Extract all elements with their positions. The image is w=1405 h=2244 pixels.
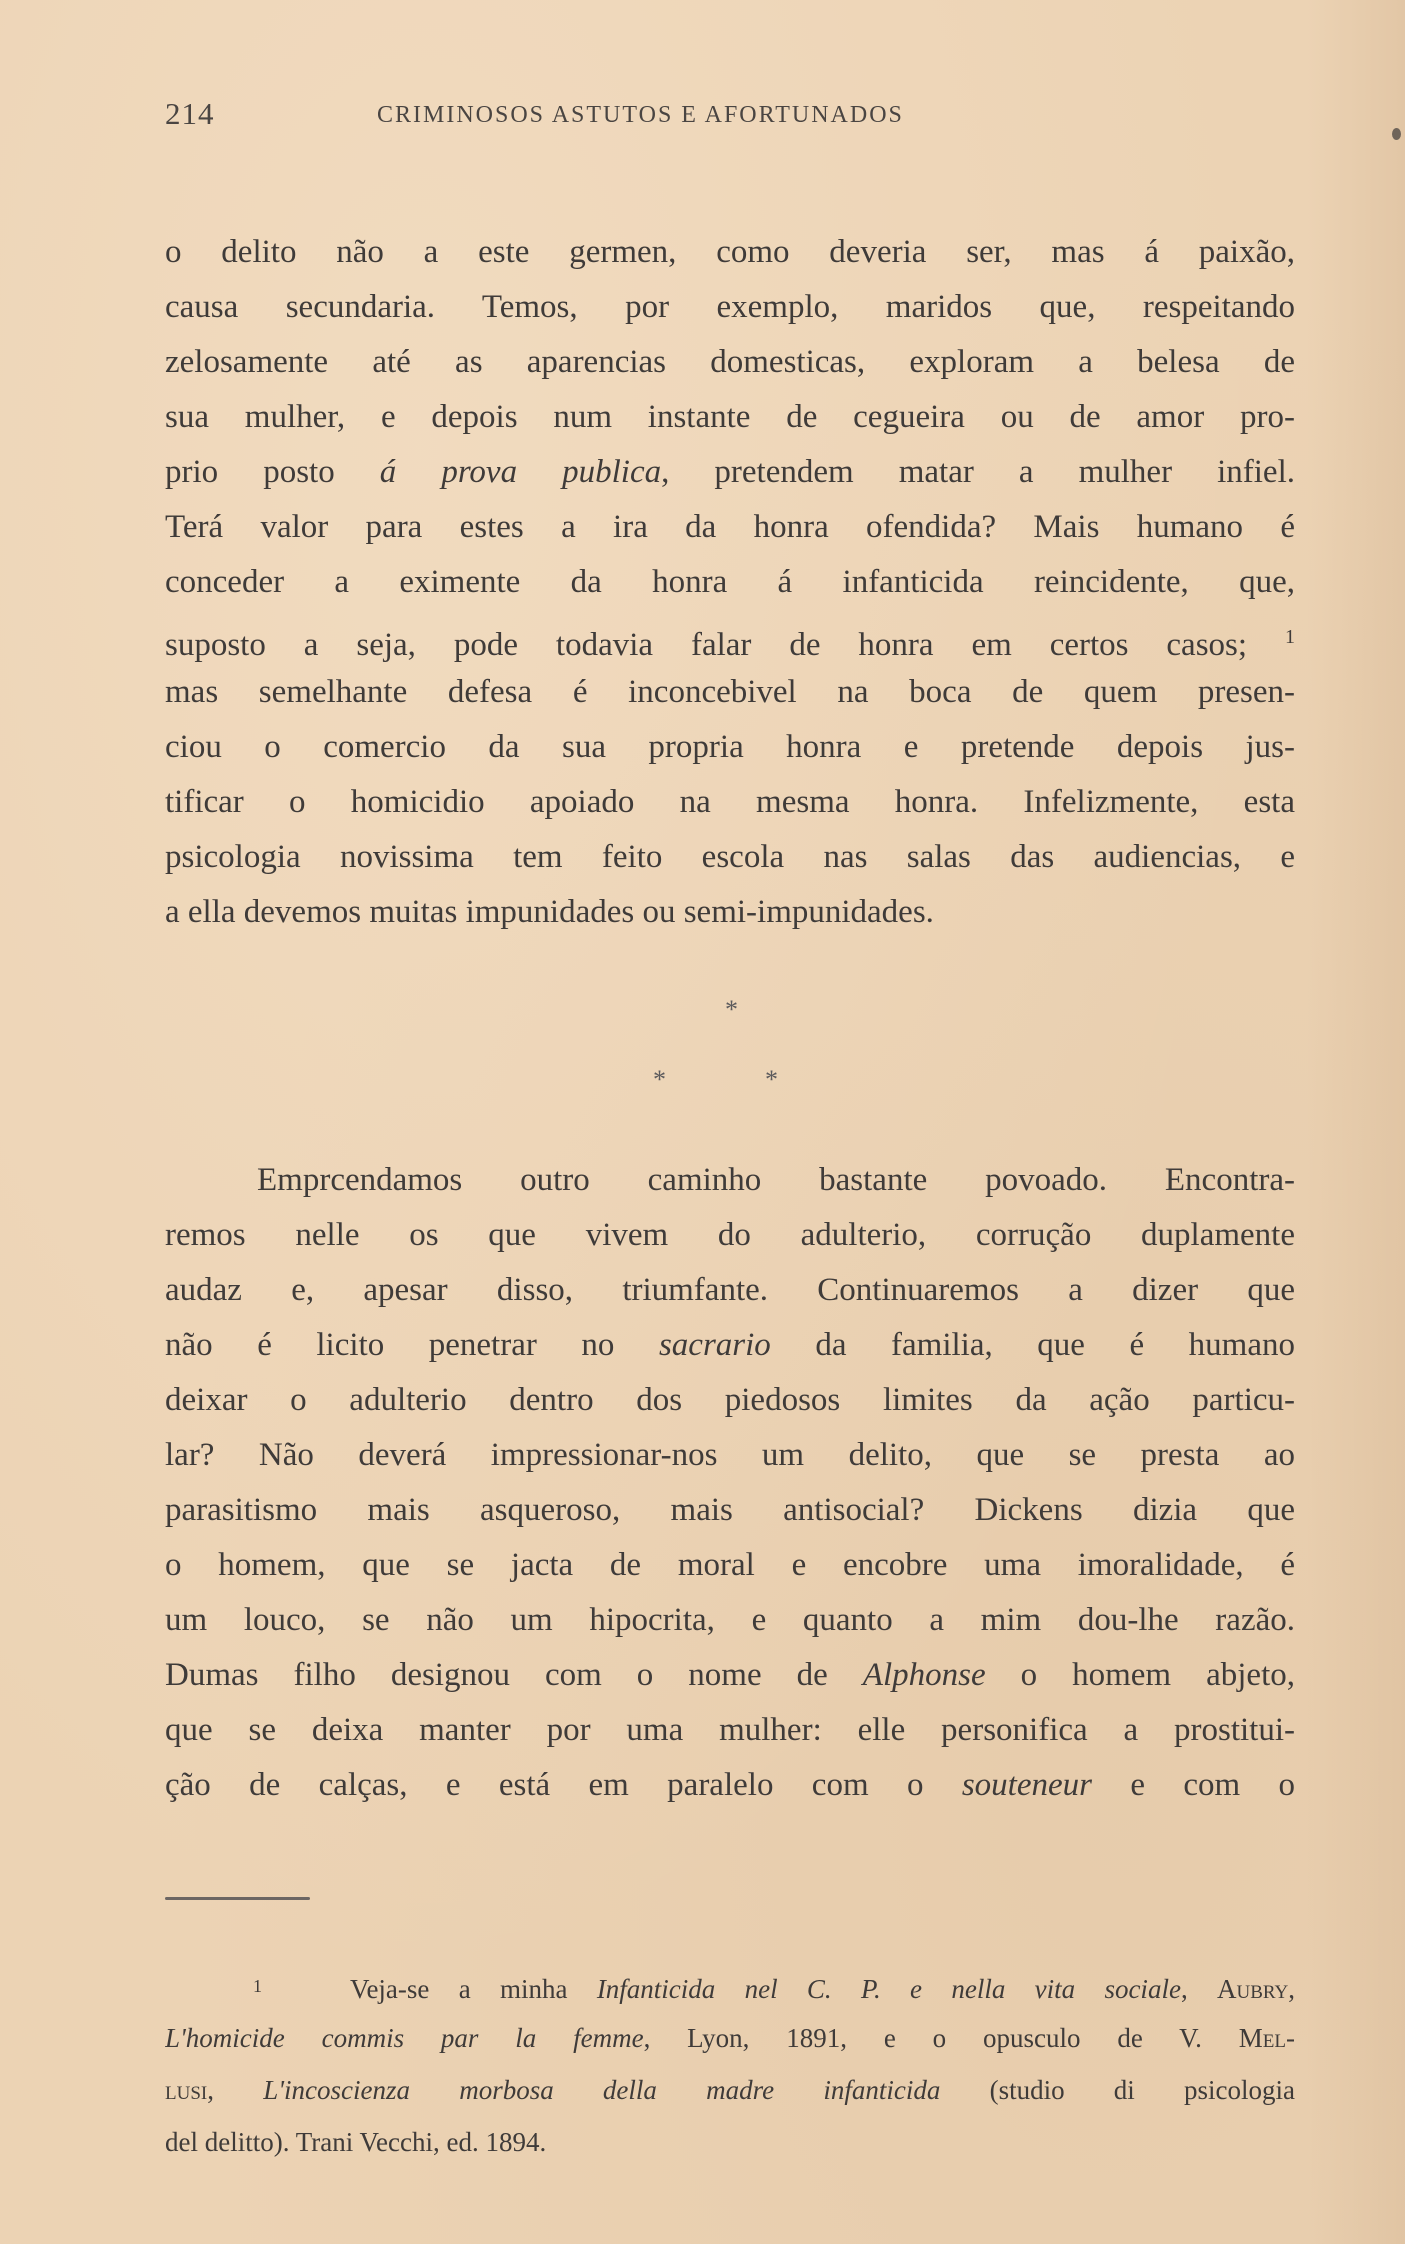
italic-word: sacrario (658, 1327, 771, 1363)
footnote-mark: 1 (253, 1976, 262, 1996)
text-line: ciou o comercio da sua propria honra e pretende depois jus- (165, 729, 1295, 765)
footnote-line: lusi, L'incoscienza morbosa della madre infanticida (studio di psicologia (165, 2075, 1295, 2105)
footnote-reference[interactable]: 1 (1285, 626, 1295, 648)
page-header (165, 96, 1295, 146)
text-line: a ella devemos muitas impunidades ou semi-impunidades. (165, 894, 934, 930)
asterisk-icon: * (765, 1065, 778, 1094)
footnote-line: L'homicide commis par la femme, Lyon, 1891, e o opusculo de V. Mel- (165, 2023, 1295, 2053)
text-line: conceder a eximente da honra á infanticida reincidente, que, (165, 564, 1295, 600)
italic-word: Alphonse (862, 1657, 986, 1693)
text-line: lar? Não deverá impressionar-nos um delito, que se presta ao (165, 1437, 1295, 1473)
text-line: remos nelle os que vivem do adulterio, corrução duplamente (165, 1217, 1295, 1253)
running-title: CRIMINOSOS ASTUTOS E AFORTUNADOS (377, 102, 904, 128)
text-line: deixar o adulterio dentro dos piedosos limites da ação particu- (165, 1382, 1295, 1418)
text-line: o homem, que se jacta de moral e encobre uma imoralidade, é (165, 1547, 1295, 1583)
text-line: causa secundaria. Temos, por exemplo, maridos que, respeitando (165, 289, 1295, 325)
text-line: Terá valor para estes a ira da honra ofendida? Mais humano é (165, 509, 1295, 545)
text-line: o delito não a este germen, como deveria ser, mas á paixão, (165, 234, 1295, 270)
text-line: tificar o homicidio apoiado na mesma honra. Infelizmente, esta (165, 784, 1295, 820)
text-line: não é licito penetrar no sacrario da familia, que é humano (165, 1327, 1295, 1363)
text-line: mas semelhante defesa é inconcebivel na boca de quem presen- (165, 674, 1295, 710)
text-line: que se deixa manter por uma mulher: elle personifica a prostitui- (165, 1712, 1295, 1748)
italic-word: souteneur (961, 1767, 1092, 1803)
paragraph-2 (165, 1153, 1295, 1813)
text-line: Emprcendamos outro caminho bastante povoado. Encontra- (257, 1162, 1295, 1198)
asterisk-icon: * (653, 1065, 666, 1094)
footnote-line: del delitto). Trani Vecchi, ed. 1894. (165, 2127, 547, 2157)
text-line: psicologia novissima tem feito escola nas salas das audiencias, e (165, 839, 1295, 875)
paragraph-1 (165, 225, 1295, 940)
text-line: ção de calças, e está em paralelo com o souteneur e com o (165, 1767, 1295, 1803)
italic-phrase: á prova publica (379, 454, 662, 490)
text-line: suposto a seja, pode todavia falar de honra em certos casos; $^1$ (165, 626, 1295, 663)
page-number: 214 (165, 96, 215, 131)
text-line: sua mulher, e depois num instante de cegueira ou de amor pro- (165, 399, 1295, 435)
footnote-rule (165, 1897, 310, 1900)
text-line: Dumas filho designou com o nome de Alphonse o homem abjeto, (165, 1657, 1295, 1693)
text-line: audaz e, apesar disso, triumfante. Continuaremos a dizer que (165, 1272, 1295, 1308)
ink-spot (1392, 128, 1401, 140)
text-line: parasitismo mais asqueroso, mais antisocial? Dickens dizia que (165, 1492, 1295, 1528)
footnote-1 (165, 1960, 1295, 2168)
text-line: prio posto á prova publica, pretendem matar a mulher infiel. (165, 454, 1295, 490)
text-line: zelosamente até as aparencias domesticas, exploram a belesa de (165, 344, 1295, 380)
footnote-line: $^1$ Veja-se a minha Infanticida nel C. P. e nella vita sociale, Aubry, (253, 1974, 1295, 2004)
text-line: um louco, se não um hipocrita, e quanto a mim dou-lhe razão. (165, 1602, 1295, 1638)
asterisk-icon: * (725, 995, 738, 1024)
